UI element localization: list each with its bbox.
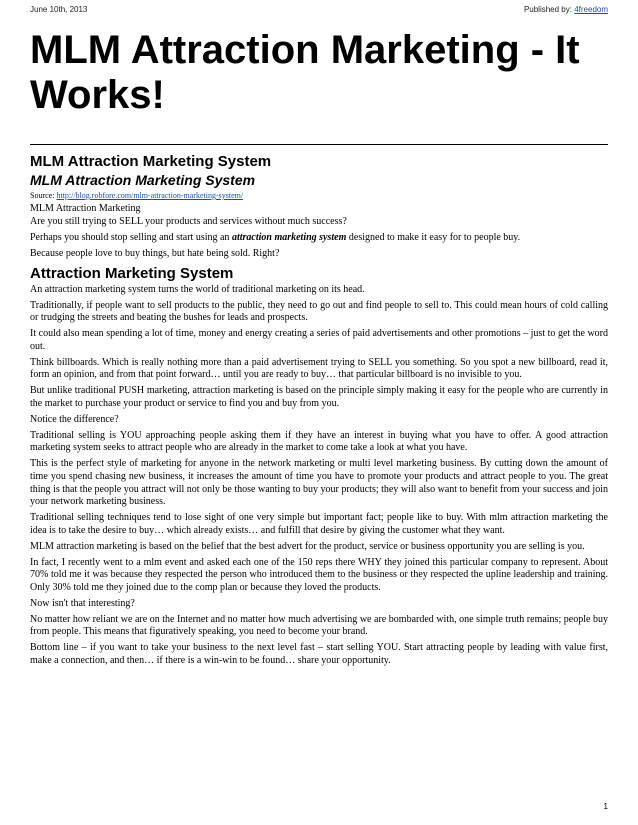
published-by-label: Published by: <box>523 5 575 14</box>
title-divider <box>30 144 608 145</box>
perhaps-text-end: designed to make it easy for to people buy. <box>346 231 521 243</box>
paragraph: Notice the difference? <box>30 413 119 425</box>
paragraph: Traditionally, if people want to sell products to the public, they need to go out and find people to sell to. This could mean hours of cold calling or trudging the streets and beating the bushes for leads and prospects. <box>30 299 608 324</box>
paragraph-perhaps <box>30 232 608 245</box>
paragraph: An attraction marketing system turns the world of traditional marketing on its head. <box>30 283 365 295</box>
source-line <box>30 190 608 201</box>
article-heading: MLM Attraction Marketing System <box>30 153 272 170</box>
paragraph: No matter how reliant we are on the Internet and no matter how much advertising we are bombarded with, one simple truth remains; people buy from people. This means that figuratively speaking, you need to become your brand. <box>30 613 608 638</box>
page-number: 1 <box>603 802 608 811</box>
perhaps-text-start: Perhaps you should stop selling and start using an <box>30 231 232 243</box>
paragraph: Traditional selling techniques tend to lose sight of one very simple but important fact; people like to buy. With mlm attraction marketing the idea is to take the desire to buy… which already exists… and fulfill that desire by giving the customer what they want. <box>30 512 608 536</box>
paragraph: Now isn't that interesting? <box>30 597 135 609</box>
paragraph: This is the perfect style of marketing for anyone in the network marketing or multi level marketing business. By cutting down the amount of time you spend chasing new business, it increases the amount of time you have to promote your products and attract people to you. The great thing is that the people you attract will not only be those wanting to buy your products; they will also want to benefit from your success and join your network marketing business. <box>30 458 608 508</box>
paragraph-because: Because people love to buy things, but hate being sold. Right? <box>30 247 280 259</box>
publisher-link[interactable]: 4freedom <box>574 5 608 14</box>
publish-date: June 10th, 2013 <box>30 5 88 14</box>
intro-question: Are you still trying to SELL your products and services without much success? <box>30 215 347 227</box>
source-link[interactable]: http://blog.robfore.com/mlm-attraction-marketing-system/ <box>56 191 244 200</box>
paragraph: Bottom line – if you want to take your business to the next level fast – start selling YOU. Start attracting people by leading with value first, make a connection, and then… if there is a win-win to be found… share your opportunity. <box>30 642 608 667</box>
published-by <box>524 5 608 14</box>
paragraph: In fact, I recently went to a mlm event and asked each one of the 150 reps there WHY they joined this particular company to represent. About 70% told me it was because they respected the person who introduced them to the business or they respected the upline leadership and training. Only 30% told me they joined due to the comp plan or because they loved the products. <box>30 556 608 593</box>
paragraph: Think billboards. Which is really nothing more than a paid advertisement trying to SELL you something. So you spot a new billboard, read it, form an opinion, and from that point forward… until you are ready to buy… that particular billboard is no invisible to you. <box>30 356 608 381</box>
paragraph: It could also mean spending a lot of time, money and energy creating a series of paid advertisements and other promotions – just to get the word out. <box>30 328 608 352</box>
source-label: Source: <box>30 191 57 200</box>
paragraph: MLM attraction marketing is based on the belief that the best advert for the product, service or business opportunity you are selling is you. <box>30 540 585 552</box>
article-subheading: MLM Attraction Marketing System <box>30 172 256 188</box>
document-title: MLM Attraction Marketing - It Works! <box>30 28 580 117</box>
paragraph: Traditional selling is YOU approaching people asking them if they have an interest in buying what you have to offer. A good attraction marketing system seeks to attract people who are already in the market to come take a look at what you have. <box>30 429 608 454</box>
paragraph: But unlike traditional PUSH marketing, attraction marketing is based on the principle simply making it easy for the people who are currently in the market to purchase your product or service to find you and buy from you. <box>30 385 608 409</box>
emphasis-attraction-marketing-system: attraction marketing system <box>231 231 347 243</box>
section-heading: Attraction Marketing System <box>30 264 234 282</box>
intro-line: MLM Attraction Marketing <box>30 203 141 214</box>
article-body <box>30 152 608 671</box>
